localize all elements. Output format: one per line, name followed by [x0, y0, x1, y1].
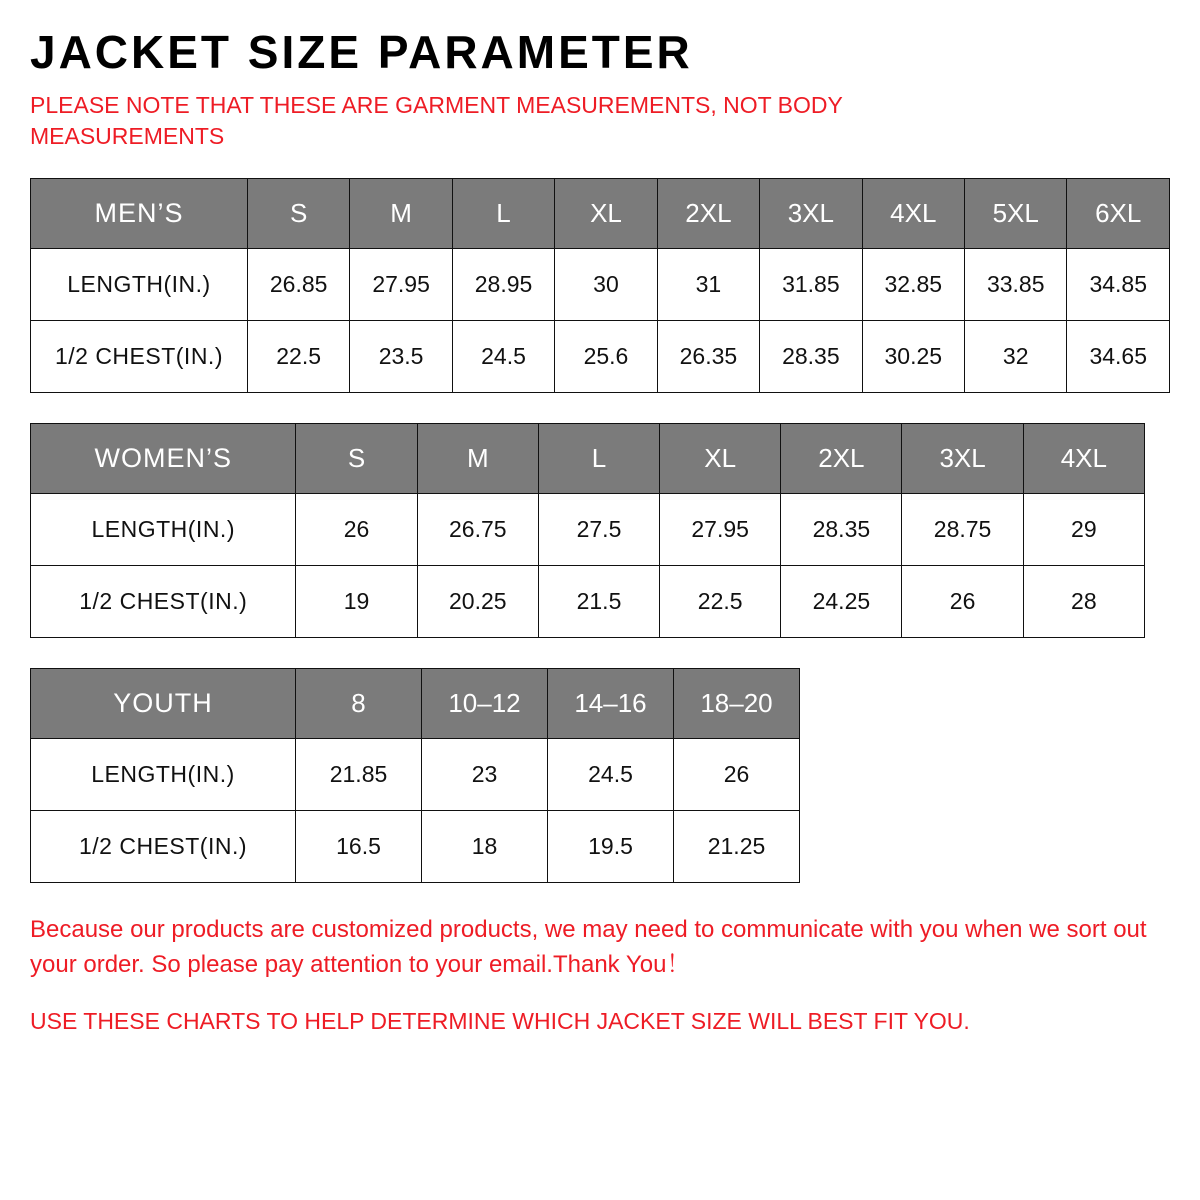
size-header-cell: 2XL [781, 424, 902, 494]
measurement-cell: 28.35 [760, 321, 862, 393]
measurement-cell: 26.75 [417, 494, 538, 566]
size-header-cell: 8 [296, 669, 422, 739]
measurement-cell: 21.25 [674, 811, 800, 883]
measurement-cell: 26 [674, 739, 800, 811]
measurement-cell: 23.5 [350, 321, 452, 393]
measurement-cell: 24.5 [548, 739, 674, 811]
size-header-cell: 3XL [760, 179, 862, 249]
table-row [31, 321, 1170, 393]
measurement-cell: 30 [555, 249, 657, 321]
table-row [31, 249, 1170, 321]
row-label: LENGTH(IN.) [31, 739, 296, 811]
youth-size-table [30, 668, 800, 883]
row-label: 1/2 CHEST(IN.) [31, 566, 296, 638]
size-header-cell: S [247, 179, 349, 249]
table-row [31, 811, 800, 883]
measurement-cell: 27.5 [538, 494, 659, 566]
page-title: JACKET SIZE PARAMETER [30, 26, 693, 78]
table-header-label: MEN’S [31, 179, 248, 249]
measurement-cell: 26.85 [247, 249, 349, 321]
measurement-cell: 28 [1023, 566, 1144, 638]
size-header-cell: XL [660, 424, 781, 494]
measurement-cell: 33.85 [965, 249, 1067, 321]
row-label: LENGTH(IN.) [31, 494, 296, 566]
measurement-cell: 32.85 [862, 249, 964, 321]
measurement-cell: 29 [1023, 494, 1144, 566]
measurement-cell: 21.5 [538, 566, 659, 638]
size-header-cell: XL [555, 179, 657, 249]
measurement-cell: 34.65 [1067, 321, 1170, 393]
row-label: LENGTH(IN.) [31, 249, 248, 321]
measurement-cell: 32 [965, 321, 1067, 393]
measurement-cell: 30.25 [862, 321, 964, 393]
table-header-label: YOUTH [31, 669, 296, 739]
measurement-cell: 34.85 [1067, 249, 1170, 321]
measurement-cell: 28.95 [452, 249, 554, 321]
measurement-cell: 25.6 [555, 321, 657, 393]
measurement-cell: 26 [296, 494, 417, 566]
table-row [31, 739, 800, 811]
size-header-cell: 5XL [965, 179, 1067, 249]
measurement-cell: 16.5 [296, 811, 422, 883]
footer-notes [30, 913, 1170, 1038]
measurement-cell: 24.5 [452, 321, 554, 393]
measurement-cell: 28.35 [781, 494, 902, 566]
size-header-cell: 10–12 [422, 669, 548, 739]
measurement-cell: 24.25 [781, 566, 902, 638]
measurement-cell: 22.5 [247, 321, 349, 393]
size-header-cell: S [296, 424, 417, 494]
table-header-label: WOMEN’S [31, 424, 296, 494]
size-header-cell: L [538, 424, 659, 494]
table-header-row [31, 669, 800, 739]
table-row [31, 494, 1145, 566]
measurement-cell: 26.35 [657, 321, 759, 393]
size-header-cell: 18–20 [674, 669, 800, 739]
size-header-cell: 4XL [1023, 424, 1144, 494]
table-row [31, 566, 1145, 638]
measurement-cell: 18 [422, 811, 548, 883]
footer-note-custom-products: Because our products are customized products, we may need to communicate with you when we sort out your order. So please pay attention to your email.Thank You！ [30, 916, 1147, 979]
measurement-cell: 19.5 [548, 811, 674, 883]
measurement-cell: 19 [296, 566, 417, 638]
measurement-cell: 27.95 [660, 494, 781, 566]
table-header-row [31, 179, 1170, 249]
row-label: 1/2 CHEST(IN.) [31, 321, 248, 393]
measurement-cell: 20.25 [417, 566, 538, 638]
size-header-cell: 6XL [1067, 179, 1170, 249]
table-header-row [31, 424, 1145, 494]
size-header-cell: M [417, 424, 538, 494]
measurement-cell: 26 [902, 566, 1023, 638]
measurement-cell: 28.75 [902, 494, 1023, 566]
size-header-cell: 4XL [862, 179, 964, 249]
size-header-cell: 2XL [657, 179, 759, 249]
footer-note-use-charts: USE THESE CHARTS TO HELP DETERMINE WHICH JACKET SIZE WILL BEST FIT YOU. [30, 1007, 970, 1034]
womens-size-table [30, 423, 1145, 638]
size-header-cell: M [350, 179, 452, 249]
measurement-cell: 22.5 [660, 566, 781, 638]
measurement-cell: 27.95 [350, 249, 452, 321]
measurement-cell: 23 [422, 739, 548, 811]
mens-size-table [30, 178, 1170, 393]
measurement-cell: 31.85 [760, 249, 862, 321]
size-header-cell: 3XL [902, 424, 1023, 494]
row-label: 1/2 CHEST(IN.) [31, 811, 296, 883]
measurement-cell: 21.85 [296, 739, 422, 811]
size-header-cell: L [452, 179, 554, 249]
measurement-cell: 31 [657, 249, 759, 321]
measurement-note: PLEASE NOTE THAT THESE ARE GARMENT MEASUREMENTS, NOT BODY MEASUREMENTS [30, 92, 843, 150]
size-header-cell: 14–16 [548, 669, 674, 739]
